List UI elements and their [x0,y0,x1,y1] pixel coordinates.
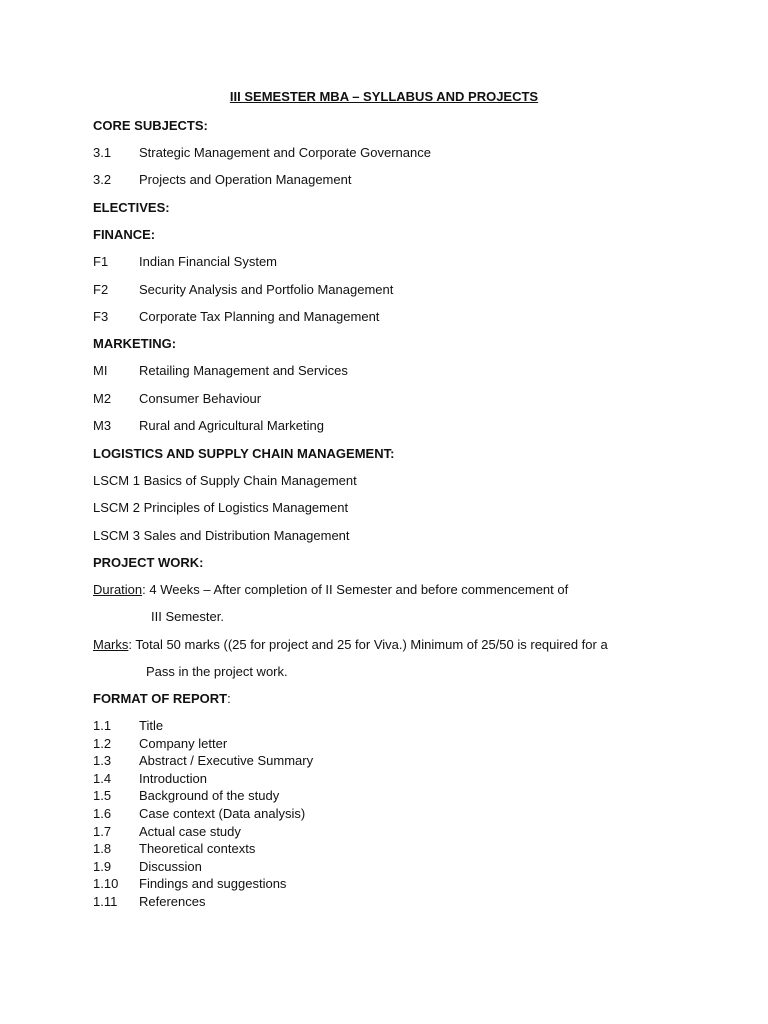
item-name: Background of the study [139,788,280,804]
item-name: Projects and Operation Management [139,172,352,187]
document-title: III SEMESTER MBA – SYLLABUS AND PROJECTS [229,89,539,104]
project-work-heading: PROJECT WORK: [93,555,204,570]
item-code: F2 [93,282,109,297]
marketing-item [93,390,261,408]
item-name: Findings and suggestions [139,876,287,892]
lscm-heading: LOGISTICS AND SUPPLY CHAIN MANAGEMENT: [93,446,395,461]
item-code: 1.6 [93,805,112,821]
item-code: 1.4 [93,770,112,786]
item-name: Strategic Management and Corporate Governance [139,145,431,160]
marketing-item [93,417,324,435]
item-name: Abstract / Executive Summary [139,753,314,769]
report-format-heading [93,690,231,708]
item-name: Rural and Agricultural Marketing [139,418,324,433]
item-code: 1.2 [93,735,112,751]
item-name: Title [139,718,164,733]
project-marks [93,636,608,654]
item-code: 1.7 [93,823,112,839]
list-item [93,858,313,876]
item-code: 1.9 [93,858,112,874]
item-name: Discussion [139,858,202,874]
list-item [93,840,313,858]
item-name: Introduction [139,770,207,786]
item-code: 3.2 [93,172,112,187]
list-item [93,752,313,770]
duration-continuation: III Semester. [151,609,224,624]
lscm-item: LSCM 1 Basics of Supply Chain Management [93,473,357,488]
marks-text: : Total 50 marks ((25 for project and 25 for Viva.) Minimum of 25/50 is required for a [128,637,608,652]
item-code: 1.10 [93,876,119,892]
project-duration [93,581,568,599]
duration-text: : 4 Weeks – After completion of II Semester and before commencement of [142,582,569,597]
item-name: Company letter [139,735,228,751]
list-item [93,717,313,735]
item-code: F3 [93,309,109,324]
item-code: MI [93,363,108,378]
item-code: 1.3 [93,753,112,769]
report-heading-text: FORMAT OF REPORT [93,691,228,706]
report-format-list [93,717,313,911]
list-item [93,893,313,911]
list-item [93,735,313,753]
list-item [93,805,313,823]
finance-heading: FINANCE: [93,227,156,242]
item-code: M2 [93,391,112,406]
core-subject-item [93,171,351,189]
marketing-heading: MARKETING: [93,336,177,351]
list-item [93,823,313,841]
core-subject-item [93,144,431,162]
item-code: F1 [93,254,109,269]
item-code: 3.1 [93,145,112,160]
item-name: Corporate Tax Planning and Management [139,309,380,324]
marks-continuation: Pass in the project work. [146,664,288,679]
electives-heading: ELECTIVES: [93,200,170,215]
core-subjects-heading: CORE SUBJECTS: [93,118,208,133]
report-heading-colon: : [227,691,231,706]
item-name: Retailing Management and Services [139,363,348,378]
duration-label: Duration [93,582,143,597]
item-code: M3 [93,418,112,433]
marks-label: Marks [93,637,129,652]
item-name: Security Analysis and Portfolio Management [139,282,394,297]
list-item [93,787,313,805]
item-name: Consumer Behaviour [139,391,262,406]
item-name: Case context (Data analysis) [139,805,306,821]
marketing-item [93,362,348,380]
lscm-item: LSCM 2 Principles of Logistics Management [93,500,349,515]
list-item [93,770,313,788]
item-name: Theoretical contexts [139,841,256,857]
item-code: 1.1 [93,718,112,733]
finance-item [93,308,379,326]
finance-item [93,253,277,271]
item-code: 1.5 [93,788,112,804]
item-name: Indian Financial System [139,254,278,269]
item-name: References [139,893,206,909]
item-code: 1.8 [93,841,112,857]
list-item [93,875,313,893]
item-name: Actual case study [139,823,241,839]
finance-item [93,281,393,299]
lscm-item: LSCM 3 Sales and Distribution Management [93,528,350,543]
item-code: 1.11 [93,893,118,909]
